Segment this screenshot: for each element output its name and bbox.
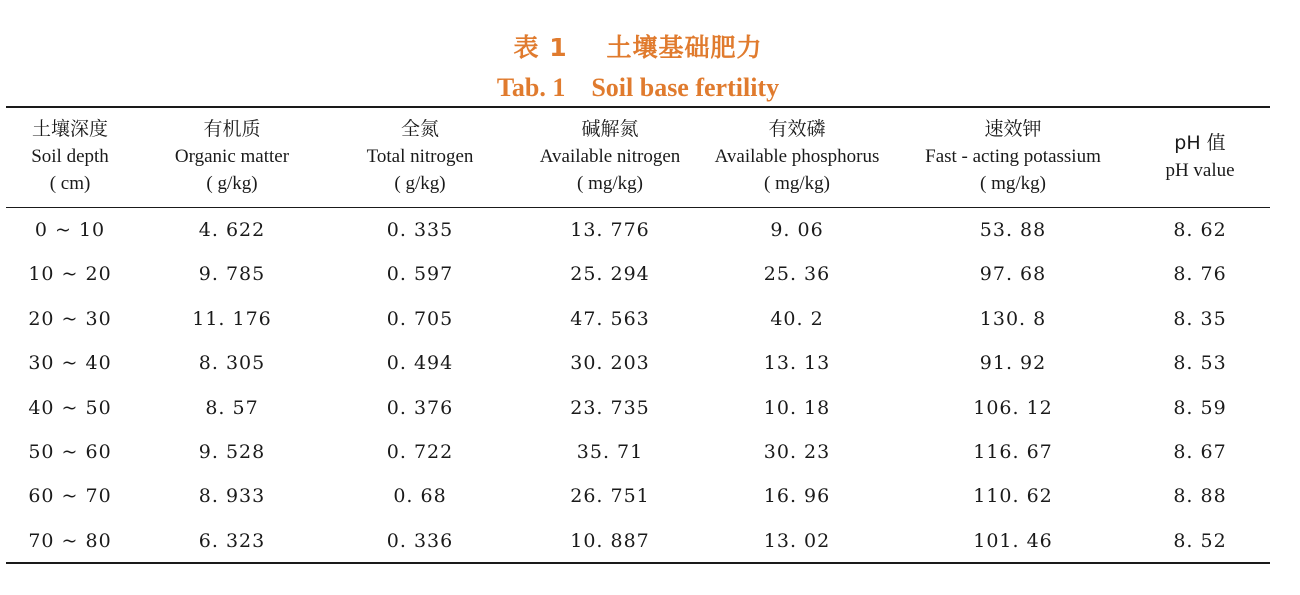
header-en-label: Organic matter — [174, 146, 290, 167]
table-cell: 47. 563 — [570, 307, 650, 330]
table-cell: 8. 305 — [198, 352, 266, 375]
table-cell: 0. 335 — [386, 219, 454, 241]
header-organic-matter — [137, 116, 327, 202]
table-cell: 9. 528 — [198, 441, 266, 463]
table-cell: 13. 02 — [763, 529, 831, 552]
header-soil-depth — [5, 116, 135, 202]
table-cell: 8. 88 — [1173, 485, 1227, 508]
table-cell: 53. 88 — [979, 219, 1047, 241]
table-cell: 8. 52 — [1173, 529, 1227, 552]
header-en-label: Fast - acting potassium — [925, 146, 1101, 167]
header-cn-label: 碱解氮 — [581, 118, 639, 140]
table-title-en: Tab. 1 Soil base fertility — [496, 73, 780, 102]
table-cell: 106. 12 — [973, 396, 1053, 419]
header-total-nitrogen — [330, 116, 510, 202]
table-cell: 8. 57 — [205, 396, 259, 419]
table-row — [0, 252, 1300, 296]
header-available-nitrogen — [510, 116, 710, 202]
header-cn-label: 有效磷 — [768, 118, 826, 140]
table-cell: 116. 67 — [973, 441, 1053, 463]
table-row — [0, 430, 1300, 474]
table-cell: 35. 71 — [576, 441, 644, 463]
table-cell: 8. 67 — [1173, 441, 1227, 463]
header-unit: ( cm) — [49, 173, 91, 194]
table-cell: 13. 13 — [763, 352, 831, 375]
table-cell: 11. 176 — [192, 307, 272, 330]
header-cn-label: 全氮 — [400, 118, 439, 140]
table-cell: 40. 2 — [770, 307, 824, 330]
table-cell: 25. 36 — [763, 263, 831, 286]
table-cell: 0. 376 — [386, 396, 454, 419]
table-row — [0, 341, 1300, 385]
table-cell: 8. 76 — [1173, 263, 1227, 286]
header-cn-label: 土壤深度 — [31, 118, 108, 140]
table-cell: 16. 96 — [763, 485, 831, 508]
header-unit: ( g/kg) — [206, 173, 258, 194]
table-cell: 40 ~ 50 — [28, 396, 112, 419]
table-row — [0, 208, 1300, 252]
table-cell: 8. 59 — [1173, 396, 1227, 419]
table-cell: 8. 933 — [198, 485, 266, 508]
header-cn-label: 速效钾 — [984, 118, 1042, 140]
table-cell: 6. 323 — [198, 529, 266, 552]
table-cell: 0. 705 — [386, 307, 454, 330]
table-cell: 70 ~ 80 — [28, 529, 112, 552]
table-cell: 25. 294 — [570, 263, 650, 286]
table-cell: 50 ~ 60 — [28, 441, 112, 463]
table-cell: 30 ~ 40 — [28, 352, 112, 375]
table-cell: 0. 597 — [386, 263, 454, 286]
header-cn-label: 有机质 — [203, 118, 261, 140]
table-cell: 20 ~ 30 — [28, 307, 112, 330]
table-row — [0, 474, 1300, 518]
header-cn-label: pH 值 — [1174, 132, 1226, 154]
table-cell: 4. 622 — [198, 219, 266, 241]
header-unit: ( g/kg) — [394, 173, 446, 194]
table-cell: 91. 92 — [979, 352, 1047, 375]
header-unit: ( mg/kg) — [577, 173, 643, 194]
table-cell: 8. 35 — [1173, 307, 1227, 330]
header-en-label: Available nitrogen — [539, 146, 681, 167]
table-cell: 26. 751 — [570, 485, 650, 508]
top-rule — [6, 106, 1270, 108]
table-cell: 110. 62 — [973, 485, 1053, 508]
header-unit: ( mg/kg) — [980, 173, 1046, 194]
table-cell: 8. 62 — [1173, 219, 1227, 241]
table-row — [0, 519, 1300, 563]
header-en-label: pH value — [1165, 160, 1235, 181]
table-cell: 60 ~ 70 — [28, 485, 112, 508]
table-title-cn: 表 1 土壤基础肥力 — [513, 33, 763, 62]
header-ph-value — [1135, 130, 1265, 216]
table-cell: 101. 46 — [973, 529, 1053, 552]
header-en-label: Total nitrogen — [366, 146, 474, 167]
table-cell: 10. 887 — [570, 529, 650, 552]
table-row — [0, 297, 1300, 341]
table-cell: 0. 68 — [393, 485, 447, 508]
header-available-phosphorus — [702, 116, 892, 202]
table-cell: 0. 494 — [386, 352, 454, 375]
table-cell: 13. 776 — [570, 219, 650, 241]
table-cell: 23. 735 — [570, 396, 650, 419]
header-unit: ( mg/kg) — [764, 173, 830, 194]
table-cell: 130. 8 — [979, 307, 1047, 330]
table-cell: 30. 203 — [570, 352, 650, 375]
table-cell: 10 ~ 20 — [28, 263, 112, 286]
table-cell: 30. 23 — [763, 441, 831, 463]
table-cell: 8. 53 — [1173, 352, 1227, 375]
header-en-label: Soil depth — [31, 146, 109, 167]
table-row — [0, 386, 1300, 430]
header-fast-acting-potassium — [893, 116, 1133, 202]
table-cell: 9. 06 — [770, 219, 824, 241]
table-cell: 0. 336 — [386, 529, 454, 552]
table-cell: 9. 785 — [198, 263, 266, 286]
table-cell: 10. 18 — [763, 396, 831, 419]
table-cell: 97. 68 — [979, 263, 1047, 286]
header-en-label: Available phosphorus — [714, 146, 880, 167]
table-cell: 0 ~ 10 — [34, 219, 106, 241]
table-cell: 0. 722 — [386, 441, 454, 463]
